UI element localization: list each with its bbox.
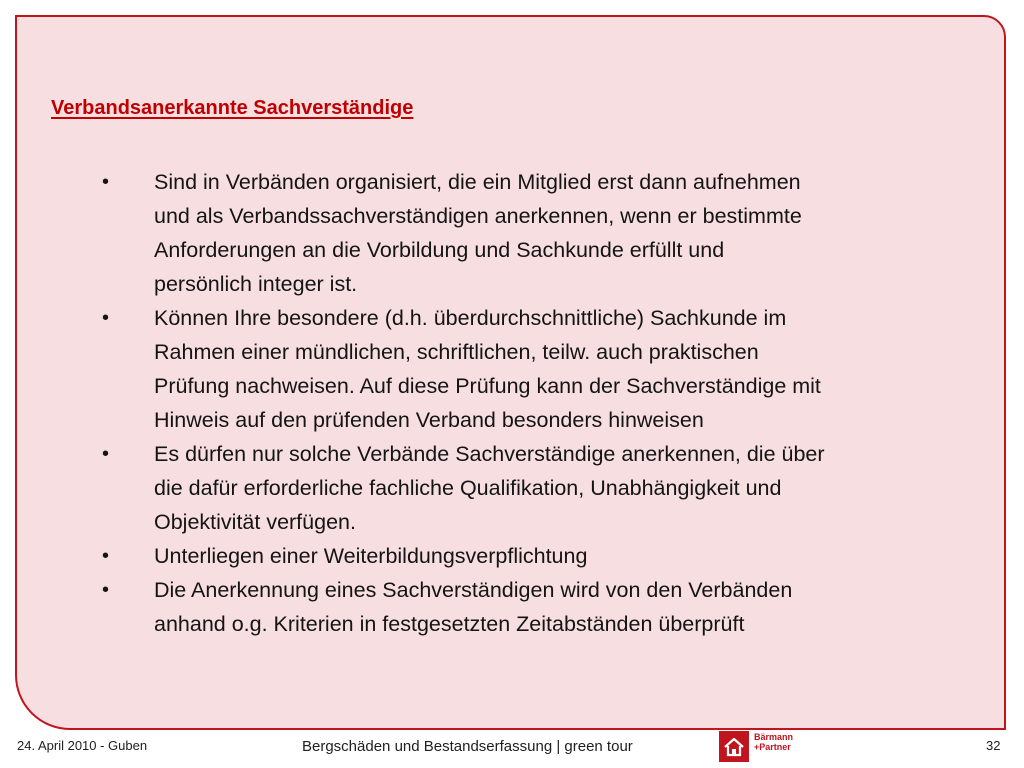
bullet-item [102,573,982,641]
footer-title: Bergschäden und Bestandserfassung | green tour [302,738,633,755]
bullet-line: anhand o.g. Kriterien in festgesetzten Zeitabständen überprüft [154,612,745,636]
slide-content-panel [15,15,1006,730]
bullet-line: Rahmen einer mündlichen, schriftlichen, teilw. auch praktischen [154,340,759,364]
logo-wordmark [754,731,793,752]
bullet-item [102,437,982,539]
bullet-list [102,165,982,641]
bullet-line: Hinweis auf den prüfenden Verband besonders hinweisen [154,408,704,432]
bullet-line: Prüfung nachweisen. Auf diese Prüfung kann der Sachverständige mit [154,374,821,398]
logo-line-1: Bärmann [754,732,794,742]
bullet-item [102,301,982,437]
bullet-dot-icon: • [102,545,110,567]
bullet-line: Objektivität verfügen. [154,510,356,534]
bullet-line: persönlich integer ist. [154,272,358,296]
logo-line-2: +Partner [754,742,791,752]
company-logo [719,731,793,762]
house-icon [719,731,749,762]
bullet-line: Es dürfen nur solche Verbände Sachverständige anerkennen, die über [154,442,825,466]
bullet-line: die dafür erforderliche fachliche Qualifikation, Unabhängigkeit und [154,476,782,500]
bullet-text [154,437,982,539]
bullet-dot-icon: • [102,443,110,465]
house-icon-graphic [723,736,745,758]
bullet-item [102,165,982,301]
bullet-line: Unterliegen einer Weiterbildungsverpflichtung [154,544,588,568]
bullet-line: Können Ihre besondere (d.h. überdurchschnittliche) Sachkunde im [154,306,787,330]
bullet-dot-icon: • [102,579,110,601]
footer-date: 24. April 2010 - Guben [17,738,148,753]
page-number: 32 [986,738,1001,753]
bullet-text [154,301,982,437]
bullet-text [154,165,982,301]
bullet-line: Anforderungen an die Vorbildung und Sachkunde erfüllt und [154,238,725,262]
bullet-text [154,539,982,573]
bullet-text [154,573,982,641]
bullet-line: und als Verbandssachverständigen anerkennen, wenn er bestimmte [154,204,802,228]
slide-heading: Verbandsanerkannte Sachverständige [51,97,414,119]
bullet-line: Sind in Verbänden organisiert, die ein Mitglied erst dann aufnehmen [154,170,801,194]
bullet-dot-icon: • [102,307,110,329]
bullet-dot-icon: • [102,171,110,193]
bullet-item [102,539,982,573]
bullet-line: Die Anerkennung eines Sachverständigen wird von den Verbänden [154,578,793,602]
